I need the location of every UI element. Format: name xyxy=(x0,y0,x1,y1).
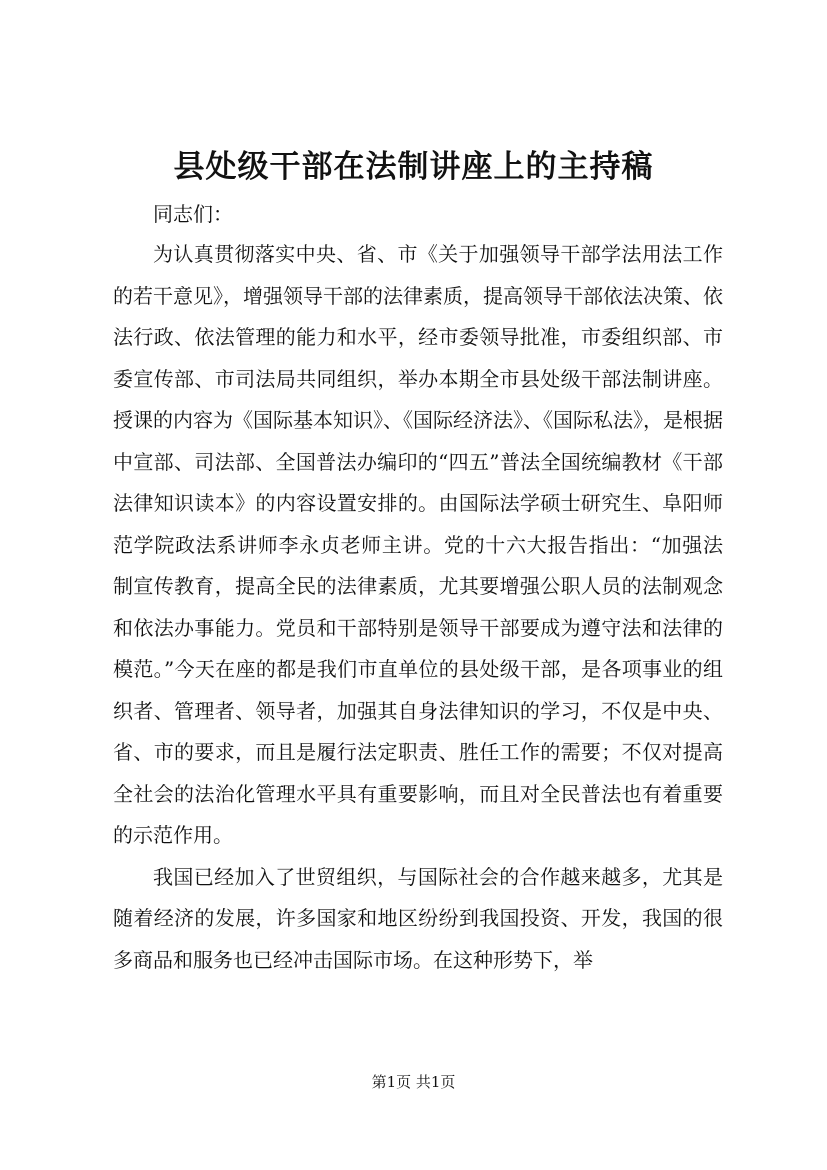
body-paragraph-1: 为认真贯彻落实中央、省、市《关于加强领导干部学法用法工作的若干意见》，增强领导干部的法律素质，提高领导干部依法决策、依法行政、依法管理的能力和水平，经市委领导批准，市委组织部、市委宣传部、市司法局共同组织，举办本期全市县处级干部法制讲座。授课的内容为《国际基本知识》、《国际经济法》、《国际私法》，是根据中宣部、司法部、全国普法办编印的“四五”普法全国统编教材《干部法律知识读本》的内容设置安排的。由国际法学硕士研究生、阜阳师范学院政法系讲师李永贞老师主讲。党的十六大报告指出：“加强法制宣传教育，提高全民的法律素质，尤其要增强公职人员的法制观念和依法办事能力。党员和干部特别是领导干部要成为遵守法和法律的模范。”今天在座的都是我们市直单位的县处级干部，是各项事业的组织者、管理者、领导者，加强其自身法律知识的学习，不仅是中央、省、市的要求，而且是履行法定职责、胜任工作的需要；不仅对提高全社会的法治化管理水平具有重要影响，而且对全民普法也有着重要的示范作用。 xyxy=(113,242,723,847)
page-number-footer: 第1页 共1页 xyxy=(371,1073,456,1091)
body-paragraph-2: 我国已经加入了世贸组织，与国际社会的合作越来越多，尤其是随着经济的发展，许多国家和地区纷纷到我国投资、开发，我国的很多商品和服务也已经冲击国际市场。在这种形势下，举 xyxy=(113,864,723,972)
document-title: 县处级干部在法制讲座上的主持稿 xyxy=(173,149,654,185)
document-body xyxy=(113,194,723,981)
greeting-line: 同志们： xyxy=(153,202,233,226)
